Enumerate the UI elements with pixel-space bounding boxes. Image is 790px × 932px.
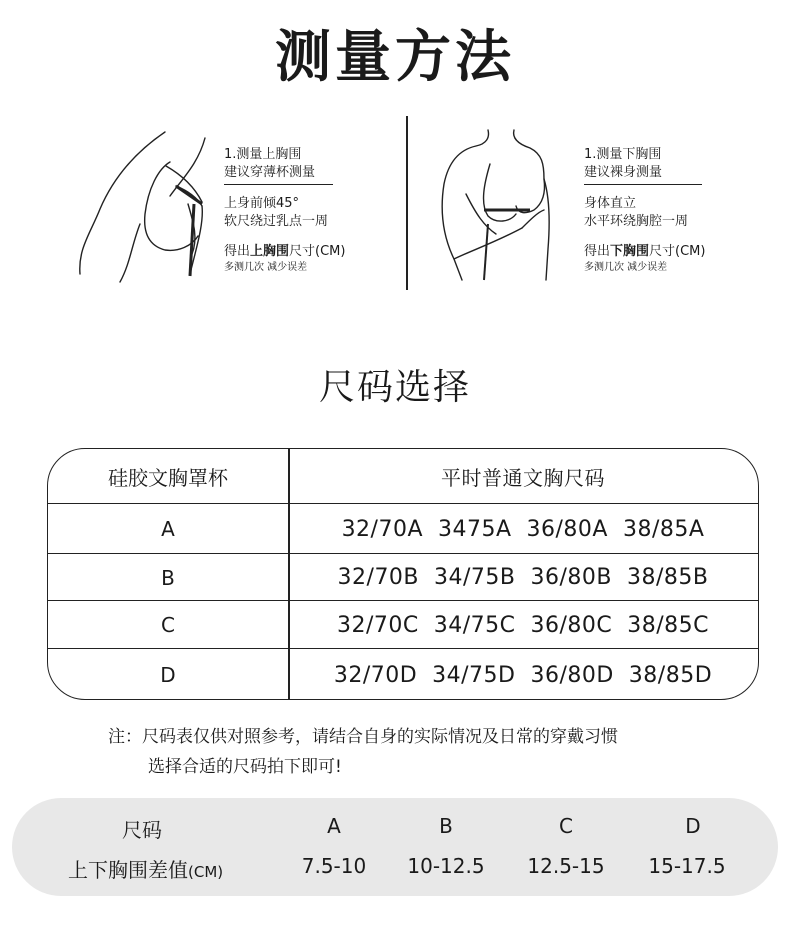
diff-range-d: 15-17.5 — [648, 854, 726, 878]
upper-bust-instructions — [224, 146, 345, 274]
under-step-advice: 建议裸身测量 — [584, 164, 702, 185]
diff-row1-label: 尺码 — [122, 818, 162, 842]
upper-result-line: 得出上胸围尺寸(CM) — [224, 244, 346, 259]
sizes-cell: 32/70D 34/75D 36/80D 38/85D — [333, 662, 713, 688]
page-title: 测量方法 — [275, 25, 515, 90]
diff-cup-d: D — [685, 814, 701, 838]
header-normal-size: 平时普通文胸尺码 — [441, 465, 605, 490]
header-cup: 硅胶文胸罩杯 — [108, 465, 228, 490]
under-step-method: 水平环绕胸腔一周 — [584, 214, 689, 229]
under-bust-instructions — [584, 146, 705, 274]
under-bust-illustration — [426, 124, 576, 284]
upper-step-advice: 建议穿薄杯测量 — [224, 164, 333, 185]
size-note — [108, 722, 618, 782]
vertical-divider — [406, 116, 408, 290]
upper-step-posture: 上身前倾45° — [224, 196, 300, 211]
size-section-title: 尺码选择 — [318, 367, 471, 408]
upper-tip: 多测几次 减少误差 — [224, 262, 308, 273]
cup-cell: B — [161, 565, 175, 590]
upper-bust-illustration — [70, 124, 220, 284]
table-row — [48, 600, 758, 649]
table-row — [48, 503, 758, 554]
diff-range-c: 12.5-15 — [527, 854, 605, 878]
diff-cup-b: B — [439, 814, 453, 838]
table-header-row — [48, 449, 758, 503]
cup-cell: D — [160, 663, 176, 687]
under-step-title: 1.测量下胸围 — [584, 147, 662, 162]
size-table — [47, 448, 759, 700]
sizes-cell: 32/70B 34/75B 36/80B 38/85B — [337, 565, 709, 590]
diff-cup-a: A — [327, 814, 341, 838]
note-line-2: 选择合适的尺码拍下即可! — [148, 757, 342, 777]
upper-step-method: 软尺绕过乳点一周 — [224, 214, 329, 229]
diff-range-b: 10-12.5 — [407, 854, 485, 878]
upper-step-title: 1.测量上胸围 — [224, 147, 302, 162]
note-line-1: 注：尺码表仅供对照参考，请结合自身的实际情况及日常的穿戴习惯 — [108, 727, 618, 747]
sizes-cell: 32/70A 3475A 36/80A 38/85A — [341, 516, 705, 542]
cup-cell: C — [161, 613, 175, 637]
sizes-cell: 32/70C 34/75C 36/80C 38/85C — [336, 612, 709, 638]
diff-row2-label: 上下胸围差值(CM) — [68, 858, 224, 882]
table-row — [48, 648, 758, 700]
under-result-line: 得出下胸围尺寸(CM) — [584, 244, 706, 259]
bust-difference-table — [12, 798, 778, 896]
diff-range-a: 7.5-10 — [301, 854, 367, 878]
diff-cup-c: C — [559, 814, 573, 838]
table-row — [48, 553, 758, 601]
cup-cell: A — [161, 517, 175, 541]
under-tip: 多测几次 减少误差 — [584, 262, 668, 273]
under-step-posture: 身体直立 — [584, 196, 637, 211]
